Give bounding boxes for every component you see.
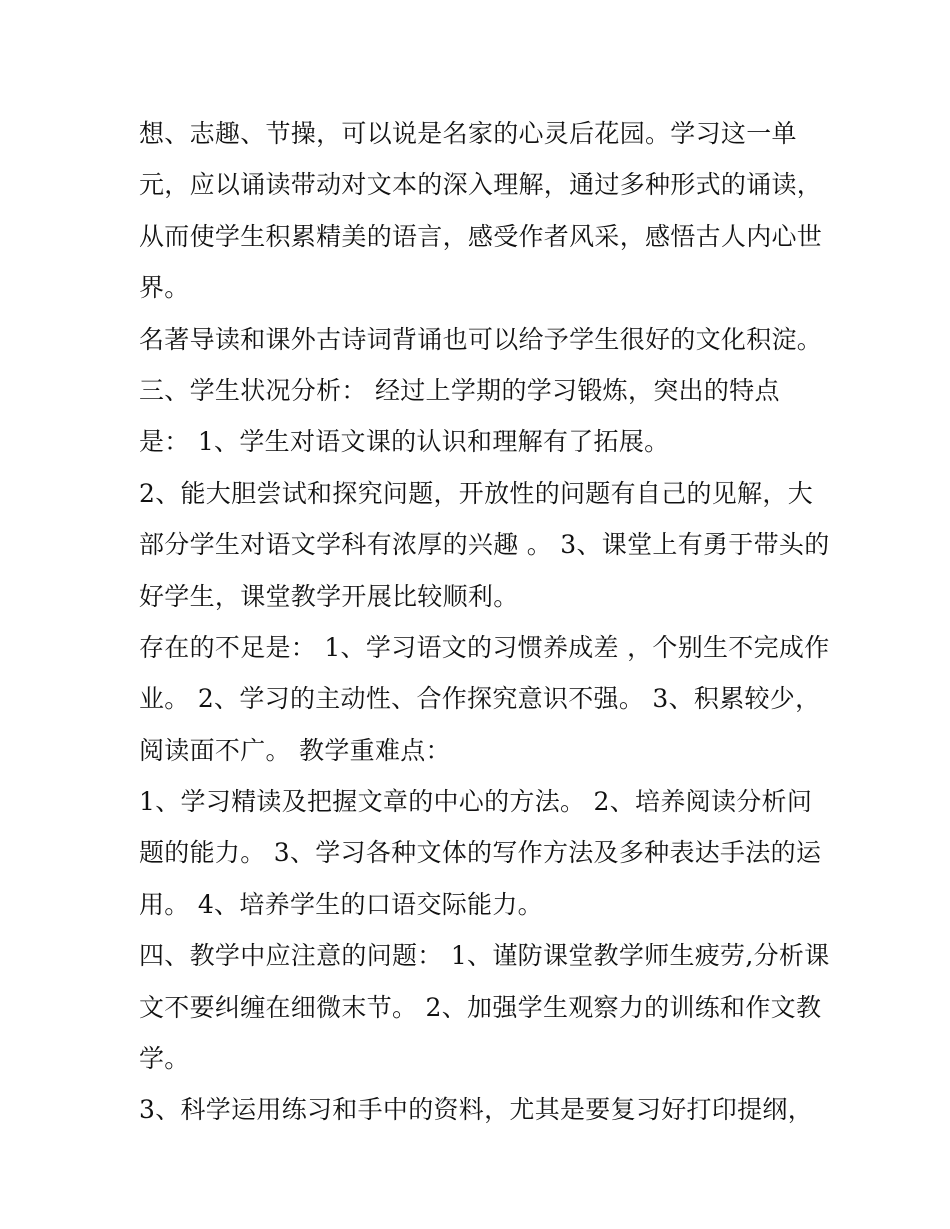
text-line: 存在的不足是： 1、学习语文的习惯养成差 ，个别生不完成作 bbox=[139, 632, 830, 662]
text-line: 四、教学中应注意的问题： 1、谨防课堂教学师生疲劳,分析课 bbox=[139, 941, 830, 971]
text-line: 元，应以诵读带动对文本的深入理解，通过多种形式的诵读， bbox=[139, 170, 823, 200]
text-line: 三、学生状况分析： 经过上学期的学习锻炼，突出的特点 bbox=[139, 375, 780, 405]
text-line: 题的能力。 3、学习各种文体的写作方法及多种表达手法的运 bbox=[139, 838, 822, 868]
text-line: 好学生，课堂教学开展比较顺利。 bbox=[139, 581, 519, 611]
text-line: 想、志趣、节操，可以说是名家的心灵后花园。学习这一单 bbox=[139, 119, 797, 148]
text-line: 部分学生对语文学科有浓厚的兴趣 。 3、课堂上有勇于带头的 bbox=[139, 530, 830, 560]
text-line: 从而使学生积累精美的语言，感受作者风采，感悟古人内心世 bbox=[139, 221, 823, 251]
document-text-body bbox=[139, 108, 829, 1136]
text-line: 文不要纠缠在细微末节。 2、加强学生观察力的训练和作文教 bbox=[139, 992, 822, 1022]
text-line: 名著导读和课外古诗词背诵也可以给予学生很好的文化积淀。 bbox=[139, 324, 823, 354]
text-line: 1、学习精读及把握文章的中心的方法。 2、培养阅读分析问 bbox=[139, 787, 813, 817]
text-line: 2、能大胆尝试和探究问题，开放性的问题有自己的见解，大 bbox=[139, 478, 814, 508]
text-line: 界。 bbox=[139, 273, 190, 303]
text-line: 用。 4、培养学生的口语交际能力。 bbox=[139, 889, 543, 919]
text-line: 阅读面不广。 教学重难点： bbox=[139, 735, 451, 765]
text-line: 是： 1、学生对语文课的认识和理解有了拓展。 bbox=[139, 427, 670, 457]
text-line: 业。 2、学习的主动性、合作探究意识不强。 3、积累较少， bbox=[139, 684, 821, 714]
text-line: 3、科学运用练习和手中的资料，尤其是要复习好打印提纲， bbox=[139, 1095, 814, 1125]
text-line: 学。 bbox=[139, 1044, 190, 1074]
